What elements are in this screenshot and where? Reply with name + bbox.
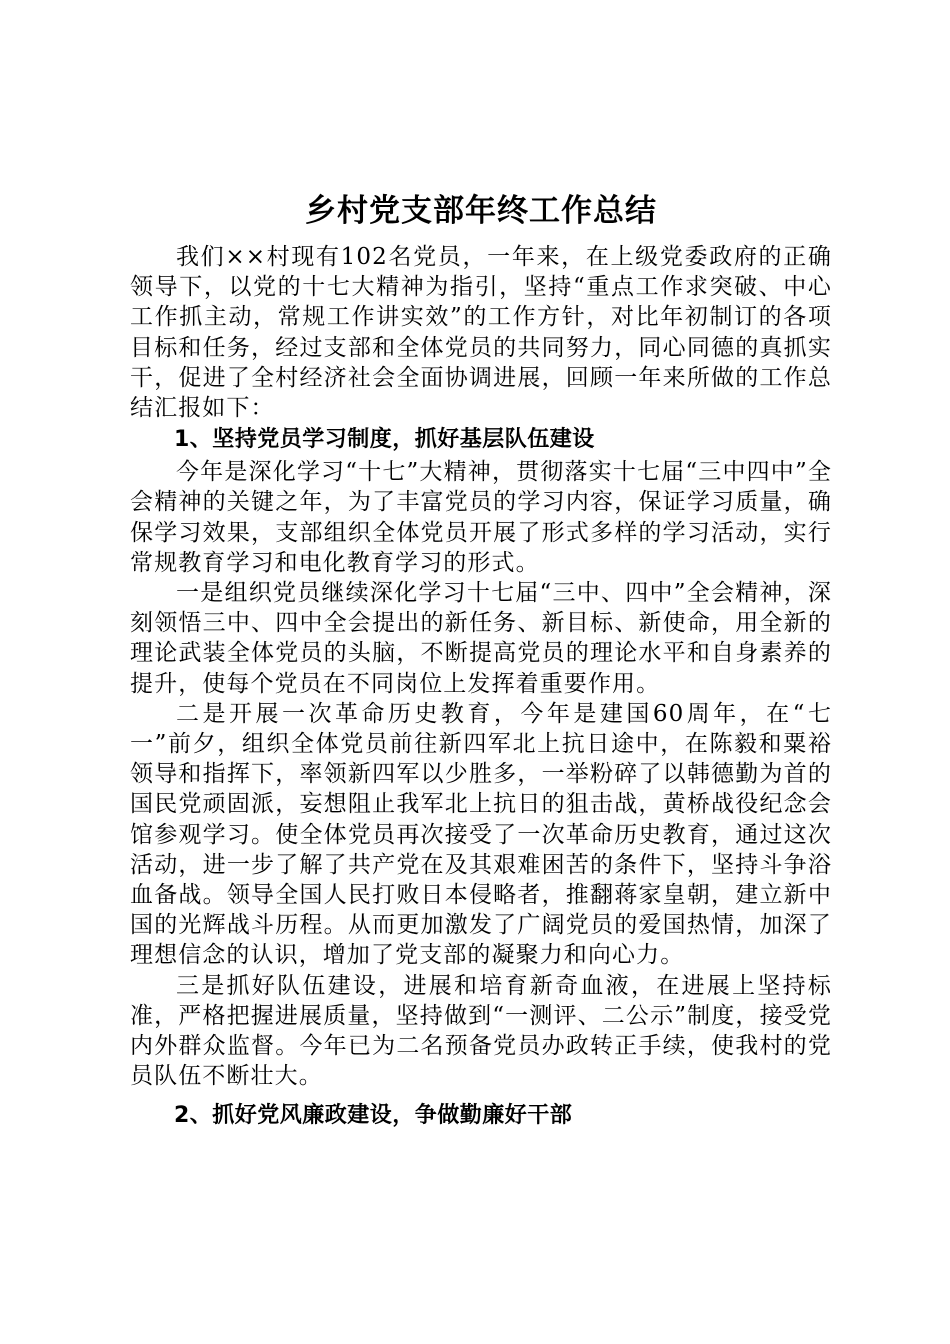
intro-paragraph: 我们××村现有102名党员，一年来，在上级党委政府的正确领导下，以党的十七大精神为指引，坚持“重点工作求突破、中心工作抓主动，常规工作讲实效”的工作方针，对比年初制订的各项目标和任务，经过支部和全体党员的共同努力，同心同德的真抓实干，促进了全村经济社会全面协调进展，回顾一年来所做的工作总结汇报如下： — [130, 244, 832, 422]
section-1-paragraph-4: 三是抓好队伍建设，进展和培育新奇血液，在进展上坚持标准，严格把握进展质量，坚持做到“一测评、二公示”制度，接受党内外群众监督。今年已为二名预备党员办政转正手续，使我村的党员队伍不断壮大。 — [130, 972, 832, 1090]
section-2-heading: 2、抓好党风廉政建设，争做勤廉好干部 — [174, 1103, 573, 1129]
section-1-paragraph-3: 二是开展一次革命历史教育，今年是建国60周年，在“七一”前夕，组织全体党员前往新四军北上抗日途中，在陈毅和粟裕领导和指挥下，率领新四军以少胜多，一举粉碎了以韩德勤为首的国民党顽固派，妄想阻止我军北上抗日的狙击战，黄桥战役纪念会馆参观学习。使全体党员再次接受了一次革命历史教育，通过这次活动，进一步了解了共产党在及其艰难困苦的条件下，坚持斗争浴血备战。领导全国人民打败日本侵略者，推翻蒋家皇朝，建立新中国的光辉战斗历程。从而更加激发了广阔党员的爱国热情，加深了理想信念的认识，增加了党支部的凝聚力和向心力。 — [130, 700, 832, 969]
section-1-paragraph-2: 一是组织党员继续深化学习十七届“三中、四中”全会精神，深刻领悟三中、四中全会提出的新任务、新目标、新使命，用全新的理论武装全体党员的头脑，不断提高党员的理论水平和自身素养的提升，使每个党员在不同岗位上发挥着重要作用。 — [130, 580, 832, 697]
section-1-heading: 1、坚持党员学习制度，抓好基层队伍建设 — [174, 427, 595, 453]
document-title: 乡村党支部年终工作总结 — [305, 193, 657, 229]
document-body — [130, 188, 832, 1133]
section-1-paragraph-1: 今年是深化学习“十七”大精神，贯彻落实十七届“三中四中”全会精神的关键之年，为了丰富党员的学习内容，保证学习质量，确保学习效果，支部组织全体党员开展了形式多样的学习活动，实行常规教育学习和电化教育学习的形式。 — [130, 459, 832, 576]
